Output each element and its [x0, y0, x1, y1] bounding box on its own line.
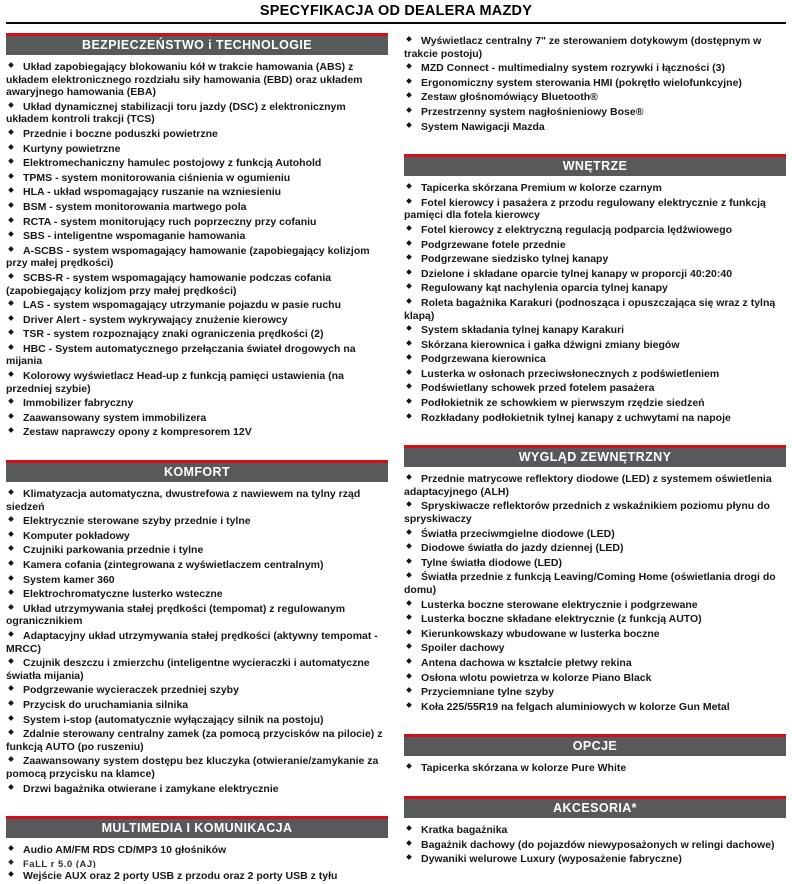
spec-item	[6, 426, 388, 439]
spec-item-text: Regulowany kąt nachylenia oparcia tylnej kanapy	[421, 282, 668, 295]
spec-item	[404, 91, 786, 104]
spec-item-text: Komputer pokładowy	[23, 529, 130, 542]
bullet-icon	[406, 107, 412, 113]
bullet-icon	[406, 673, 412, 679]
bullet-icon	[406, 702, 412, 708]
spec-item-text: Przycisk do uruchamiania silnika	[23, 698, 189, 711]
section-title: WNĘTRZE	[562, 159, 628, 174]
spec-item-text: RCTA - system monitorujący ruch poprzeczny przy cofaniu	[23, 215, 317, 228]
bullet-icon	[8, 102, 14, 108]
section-safety-technology	[6, 33, 388, 439]
spec-item	[6, 657, 388, 682]
spec-item	[404, 197, 786, 222]
spec-item	[404, 599, 786, 612]
spec-item-text: Audio AM/FM RDS CD/MP3 10 głośników	[23, 844, 227, 857]
spec-item-text: Przyciemniane tylne szyby	[421, 686, 555, 699]
section-title: AKCESORIA*	[553, 800, 637, 815]
spec-item-text: Przednie i boczne poduszki powietrzne	[23, 127, 218, 140]
spec-item	[404, 542, 786, 555]
spec-item	[404, 473, 786, 498]
spec-item	[6, 844, 388, 857]
section-multimedia	[6, 816, 388, 882]
bullet-icon	[406, 558, 412, 564]
spec-item-text: SBS - inteligentne wspomaganie hamowania	[23, 230, 246, 243]
spec-item	[404, 686, 786, 699]
spec-item	[6, 559, 388, 572]
spec-item-text: Kierunkowskazy wbudowane w lusterka boczne	[421, 627, 660, 640]
spec-item	[6, 230, 388, 243]
spec-item-text: FaLL r 5.0 (AJ)	[23, 858, 97, 868]
spec-item-text: Światła przednie z funkcją Leaving/Coming Home (oświetlania drogi do domu)	[404, 571, 776, 596]
spec-item-text: Czujnik deszczu i zmierzchu (inteligentne wycieraczki i automatyczne światła mijania)	[6, 657, 370, 682]
item-list-exterior	[404, 473, 786, 713]
spec-item-text: Elektrochromatyczne lusterko wsteczne	[23, 588, 223, 601]
bullet-icon	[406, 122, 412, 128]
spec-item	[404, 121, 786, 134]
spec-item-text: Osłona wlotu powietrza w kolorze Piano Black	[421, 671, 652, 684]
spec-item	[404, 839, 786, 852]
spec-item	[6, 488, 388, 513]
spec-item	[6, 783, 388, 796]
bullet-icon	[8, 129, 14, 135]
spec-item	[404, 253, 786, 266]
spec-item-text: A-SCBS - system wspomagający hamowanie (zapobiegający kolizjom przy małej prędkości)	[6, 244, 370, 270]
spec-item	[404, 224, 786, 237]
spec-item-text: Lusterka boczne sterowane elektrycznie i podgrzewane	[421, 598, 698, 611]
spec-item-text: Układ dynamicznej stabilizacji toru jazdy (DSC) z elektronicznym układem kontroli trakcji (TCS)	[6, 100, 346, 126]
spec-item	[404, 762, 786, 775]
spec-item-text: Rozkładany podłokietnik tylnej kanapy z uchwytami na napoje	[421, 411, 731, 424]
spec-item-text: Spoiler dachowy	[421, 642, 505, 655]
bullet-icon	[406, 687, 412, 693]
bullet-icon	[8, 246, 14, 252]
bullet-icon	[8, 686, 14, 692]
spec-item	[6, 530, 388, 543]
bullet-icon	[8, 428, 14, 434]
spec-item-text: Lusterka boczne składane elektrycznie (z funkcją AUTO)	[421, 613, 702, 626]
bullet-icon	[8, 217, 14, 223]
spec-item	[404, 657, 786, 670]
bullet-icon	[8, 489, 14, 495]
section-header	[404, 734, 786, 756]
bullet-icon	[406, 183, 412, 189]
spec-item	[6, 245, 388, 270]
spec-item	[6, 143, 388, 156]
bullet-icon	[8, 62, 14, 68]
spec-item	[404, 528, 786, 541]
spec-item-text: Światła przeciwmgielne diodowe (LED)	[421, 527, 615, 540]
spec-item	[6, 630, 388, 655]
bullet-icon	[8, 531, 14, 537]
spec-item-text: Klimatyzacja automatyczna, dwustrefowa z nawiewem na tylny rząd siedzeń	[6, 488, 361, 513]
bullet-icon	[8, 344, 14, 350]
spec-item-text: Kamera cofania (zintegrowana z wyświetlaczem centralnym)	[23, 559, 324, 571]
spec-item-text: Koła 225/55R19 na felgach aluminiowych w kolorze Gun Metal	[421, 700, 730, 713]
spec-item-text: Zestaw głośnomówiący Bluetooth®	[421, 91, 598, 104]
section-options	[404, 734, 786, 775]
spec-item	[404, 628, 786, 641]
spec-item-text: System i-stop (automatycznie wyłączający silnik na postoju)	[23, 713, 324, 726]
bullet-icon	[8, 589, 14, 595]
bullet-icon	[8, 329, 14, 335]
bullet-icon	[406, 269, 412, 275]
spec-item	[6, 397, 388, 410]
bullet-icon	[406, 384, 412, 390]
spec-item-text: Podgrzewane siedzisko tylnej kanapy	[421, 253, 609, 266]
spec-item-text: Podgrzewana kierownica	[421, 353, 546, 366]
bullet-icon	[8, 756, 14, 762]
spec-item	[6, 699, 388, 712]
spec-item-text: Fotel kierowcy i pasażera z przodu regulowany elektrycznie z funkcją pamięci dla fotela kierowcy	[404, 196, 766, 222]
spec-item	[6, 216, 388, 229]
spec-item-text: Antena dachowa w kształcie płetwy rekina	[421, 656, 632, 669]
bullet-icon	[8, 859, 14, 865]
spec-item-text: SCBS-R - system wspomagający hamowanie podczas cofania (zapobiegający kolizjom przy małej prędkości)	[6, 271, 332, 297]
spec-item	[6, 314, 388, 327]
spec-item-text: Roleta bagażnika Karakuri (podnosząca i opuszczająca się wraz z tylną klapą)	[404, 296, 776, 322]
spec-item-text: Driver Alert - system wykrywający znużenie kierowcy	[23, 313, 288, 326]
section-exterior	[404, 445, 786, 713]
spec-item-text: System kamer 360	[23, 573, 115, 586]
bullet-icon	[8, 300, 14, 306]
spec-item	[404, 672, 786, 685]
spec-item-text: Tylne światła diodowe (LED)	[421, 556, 562, 569]
bullet-icon	[8, 173, 14, 179]
spec-item	[6, 603, 388, 628]
spec-item-text: Dywaniki welurowe Luxury (wyposażenie fabryczne)	[421, 853, 682, 866]
bullet-icon	[8, 845, 14, 851]
bullet-icon	[8, 784, 14, 790]
spec-item-text: Bagażnik dachowy (do pojazdów niewyposażonych w relingi dachowe)	[421, 838, 775, 851]
bullet-icon	[8, 158, 14, 164]
spec-item	[404, 268, 786, 281]
spec-item	[404, 324, 786, 337]
bullet-icon	[8, 231, 14, 237]
spec-item-text: Zestaw naprawczy opony z kompresorem 12V	[23, 426, 252, 439]
item-list-multimedia-continued	[404, 35, 786, 133]
spec-item	[404, 701, 786, 714]
spec-item	[404, 557, 786, 570]
bullet-icon	[8, 398, 14, 404]
spec-item-text: Diodowe światła do jazdy dziennej (LED)	[421, 542, 624, 555]
spec-item-text: Dzielone i składane oparcie tylnej kanapy w proporcji 40:20:40	[421, 267, 733, 280]
spec-item	[404, 77, 786, 90]
bullet-icon	[406, 93, 412, 99]
bullet-icon	[406, 600, 412, 606]
bullet-icon	[406, 63, 412, 69]
spec-item	[404, 571, 786, 596]
spec-item-text: Zaawansowany system immobilizera	[23, 411, 207, 424]
spec-item-text: HBC - System automatycznego przełączania świateł drogowych na mijania	[6, 342, 356, 368]
bullet-icon	[8, 273, 14, 279]
item-list-safety	[6, 61, 388, 439]
spec-item	[6, 61, 388, 99]
spec-item	[6, 343, 388, 368]
spec-item-text: TSR - system rozpoznający znaki ograniczenia prędkości (2)	[23, 328, 324, 341]
spec-item	[404, 106, 786, 119]
spec-item	[404, 613, 786, 626]
spec-item	[404, 353, 786, 366]
two-column-layout	[6, 33, 786, 884]
spec-item-text: Zaawansowany system dostępu bez kluczyka (otwieranie/zamykanie za pomocą przycisku na klamce)	[6, 755, 379, 780]
spec-item	[404, 182, 786, 195]
spec-item-text: MZD Connect - multimedialny system rozrywki i łączności (3)	[421, 62, 725, 75]
bullet-icon	[8, 631, 14, 637]
spec-item-text: Przednie matrycowe reflektory diodowe (LED) z systemem oświetlenia adaptacyjnego (ALH)	[404, 473, 772, 498]
spec-item	[6, 515, 388, 528]
spec-item	[404, 853, 786, 866]
section-title: BEZPIECZEŃSTWO i TECHNOLOGIE	[82, 38, 312, 52]
spec-item	[6, 128, 388, 141]
bullet-icon	[406, 254, 412, 260]
bullet-icon	[406, 283, 412, 289]
spec-item	[6, 574, 388, 587]
item-list-options	[404, 762, 786, 775]
spec-item	[404, 339, 786, 352]
spec-item	[6, 272, 388, 297]
spec-item-text: Podgrzewane fotele przednie	[421, 238, 566, 251]
spec-item	[6, 328, 388, 341]
spec-item	[404, 282, 786, 295]
spec-item	[6, 157, 388, 170]
spec-item-text: Kurtyny powietrzne	[23, 142, 121, 155]
spec-item-text: Drzwi bagażnika otwierane i zamykane elektrycznie	[23, 782, 279, 795]
section-accessories	[404, 796, 786, 866]
bullet-icon	[8, 560, 14, 566]
section-header	[6, 33, 388, 55]
spec-item	[6, 186, 388, 199]
spec-item-text: Fotel kierowcy z elektryczną regulacją podparcia lędźwiowego	[421, 223, 733, 236]
bullet-icon	[406, 854, 412, 860]
spec-item	[6, 412, 388, 425]
bullet-icon	[406, 369, 412, 375]
section-header	[404, 154, 786, 176]
item-list-comfort	[6, 488, 388, 795]
spec-item-text: LAS - system wspomagający utrzymanie pojazdu w pasie ruchu	[23, 299, 342, 312]
spec-item	[6, 728, 388, 753]
spec-item-text: Elektromechaniczny hamulec postojowy z funkcją Autohold	[23, 157, 322, 170]
section-header	[6, 460, 388, 482]
bullet-icon	[406, 474, 412, 480]
spec-item-text: Podgrzewanie wycieraczek przedniej szyby	[23, 684, 239, 697]
spec-item-text: Kratka bagażnika	[421, 823, 508, 836]
spec-item-text: Kolorowy wyświetlacz Head-up z funkcją pamięci ustawienia (na przedniej szybie)	[6, 370, 344, 395]
page-title: SPECYFIKACJA OD DEALERA MAZDY	[259, 3, 533, 19]
bullet-icon	[8, 413, 14, 419]
spec-item	[6, 714, 388, 727]
bullet-icon	[406, 325, 412, 331]
bullet-icon	[406, 840, 412, 846]
spec-item	[404, 397, 786, 410]
bullet-icon	[406, 629, 412, 635]
spec-item	[404, 382, 786, 395]
spec-item-text: Układ utrzymywania stałej prędkości (tempomat) z regulowanym ogranicznikiem	[6, 602, 346, 628]
right-column	[404, 33, 786, 868]
bullet-icon	[406, 644, 412, 650]
spec-item-text: System składania tylnej kanapy Karakuri	[421, 324, 625, 337]
spec-item-text: Czujniki parkowania przednie i tylne	[23, 544, 204, 557]
bullet-icon	[406, 225, 412, 231]
bullet-icon	[8, 658, 14, 664]
section-header	[404, 796, 786, 818]
bullet-icon	[406, 529, 412, 535]
spec-item	[6, 684, 388, 697]
item-list-accessories	[404, 824, 786, 866]
bullet-icon	[406, 78, 412, 84]
spec-item	[404, 368, 786, 381]
section-title: MULTIMEDIA I KOMUNIKACJA	[101, 821, 293, 836]
spec-item	[6, 755, 388, 780]
item-list-multimedia	[6, 844, 388, 882]
bullet-icon	[406, 614, 412, 620]
spec-item	[404, 642, 786, 655]
bullet-icon	[406, 398, 412, 404]
bullet-icon	[406, 240, 412, 246]
section-header	[404, 445, 786, 467]
title-divider	[6, 22, 786, 24]
bullet-icon	[406, 354, 412, 360]
spec-item	[404, 239, 786, 252]
spec-item-text: Tapicerka skórzana w kolorze Pure White	[421, 762, 627, 775]
section-title: OPCJE	[572, 739, 618, 754]
spec-item-text: Adaptacyjny układ utrzymywania stałej prędkości (aktywny tempomat - MRCC)	[6, 629, 378, 655]
spec-item	[404, 824, 786, 837]
bullet-icon	[8, 144, 14, 150]
spec-item	[6, 101, 388, 126]
item-list-interior	[404, 182, 786, 424]
bullet-icon	[406, 543, 412, 549]
spec-item-text: Przestrzenny system nagłośnieniowy Bose®	[421, 105, 644, 118]
spec-item-text: Elektrycznie sterowane szyby przednie i tylne	[23, 515, 251, 528]
spec-item-text: Tapicerka skórzana Premium w kolorze czarnym	[421, 182, 662, 195]
spec-item-text: Ergonomiczny system sterowania HMI (pokrętło wielofunkcyjne)	[421, 76, 742, 89]
bullet-icon	[8, 715, 14, 721]
bullet-icon	[406, 340, 412, 346]
bullet-icon	[406, 658, 412, 664]
spec-item-text: Zdalnie sterowany centralny zamek (za pomocą przycisków na pilocie) z funkcją AUTO (po ruszeniu)	[6, 728, 383, 753]
spec-item-text: Wejście AUX oraz 2 porty USB z przodu oraz 2 porty USB z tyłu	[23, 869, 338, 882]
bullet-icon	[406, 573, 412, 579]
bullet-icon	[8, 516, 14, 522]
spec-item-text: System Nawigacji Mazda	[421, 120, 545, 133]
section-comfort	[6, 460, 388, 795]
spec-item	[404, 62, 786, 75]
bullet-icon	[406, 36, 412, 42]
bullet-icon	[406, 764, 412, 770]
bullet-icon	[8, 202, 14, 208]
spec-item-text: BSM - system monitorowania martwego pola	[23, 200, 247, 213]
bullet-icon	[8, 729, 14, 735]
spec-item-text: HLA - układ wspomagający ruszanie na wzniesieniu	[23, 186, 282, 199]
spec-item	[6, 588, 388, 601]
bullet-icon	[406, 198, 412, 204]
bullet-icon	[8, 546, 14, 552]
spec-item-text: Układ zapobiegający blokowaniu kół w trakcie hamowania (ABS) z układem elektronicznego rozdziału siły hamowania (EBD) oraz układem awaryjnego hamowania (EBA)	[6, 61, 363, 99]
spec-item	[6, 172, 388, 185]
spec-item	[6, 201, 388, 214]
bullet-icon	[8, 371, 14, 377]
spec-item	[404, 412, 786, 425]
spec-item-text: Spryskiwacze reflektorów przednich z wskaźnikiem poziomu płynu do spryskiwaczy	[404, 500, 770, 526]
bullet-icon	[406, 825, 412, 831]
bullet-icon	[8, 188, 14, 194]
spec-item	[6, 859, 388, 868]
spec-item	[6, 299, 388, 312]
bullet-icon	[8, 315, 14, 321]
bullet-icon	[8, 700, 14, 706]
bullet-icon	[8, 575, 14, 581]
spec-item	[404, 35, 786, 60]
spec-item-text: Immobilizer fabryczny	[23, 397, 134, 410]
bullet-icon	[406, 502, 412, 508]
section-interior	[404, 154, 786, 424]
spec-item	[6, 544, 388, 557]
spec-item-text: Lusterka w osłonach przeciwsłonecznych z podświetleniem	[421, 367, 720, 380]
section-title: WYGLĄD ZEWNĘTRZNY	[518, 450, 672, 465]
section-title: KOMFORT	[164, 465, 230, 480]
section-header	[6, 816, 388, 838]
spec-item-text: Wyświetlacz centralny 7" ze sterowaniem dotykowym (dostępnym w trakcie postoju)	[404, 35, 762, 60]
bullet-icon	[406, 413, 412, 419]
spec-item-text: TPMS - system monitorowania ciśnienia w ogumieniu	[23, 171, 291, 184]
left-column	[6, 33, 388, 884]
spec-item-text: Podłokietnik ze schowkiem w pierwszym rzędzie siedzeń	[421, 397, 705, 410]
spec-item-text: Skórzana kierownica i gałka dźwigni zmiany biegów	[421, 338, 680, 351]
spec-item	[6, 370, 388, 395]
bullet-icon	[8, 604, 14, 610]
spec-item-text: Podświetlany schowek przed fotelem pasażera	[421, 382, 655, 395]
spec-item	[404, 500, 786, 525]
bullet-icon	[406, 298, 412, 304]
spec-item	[404, 297, 786, 322]
